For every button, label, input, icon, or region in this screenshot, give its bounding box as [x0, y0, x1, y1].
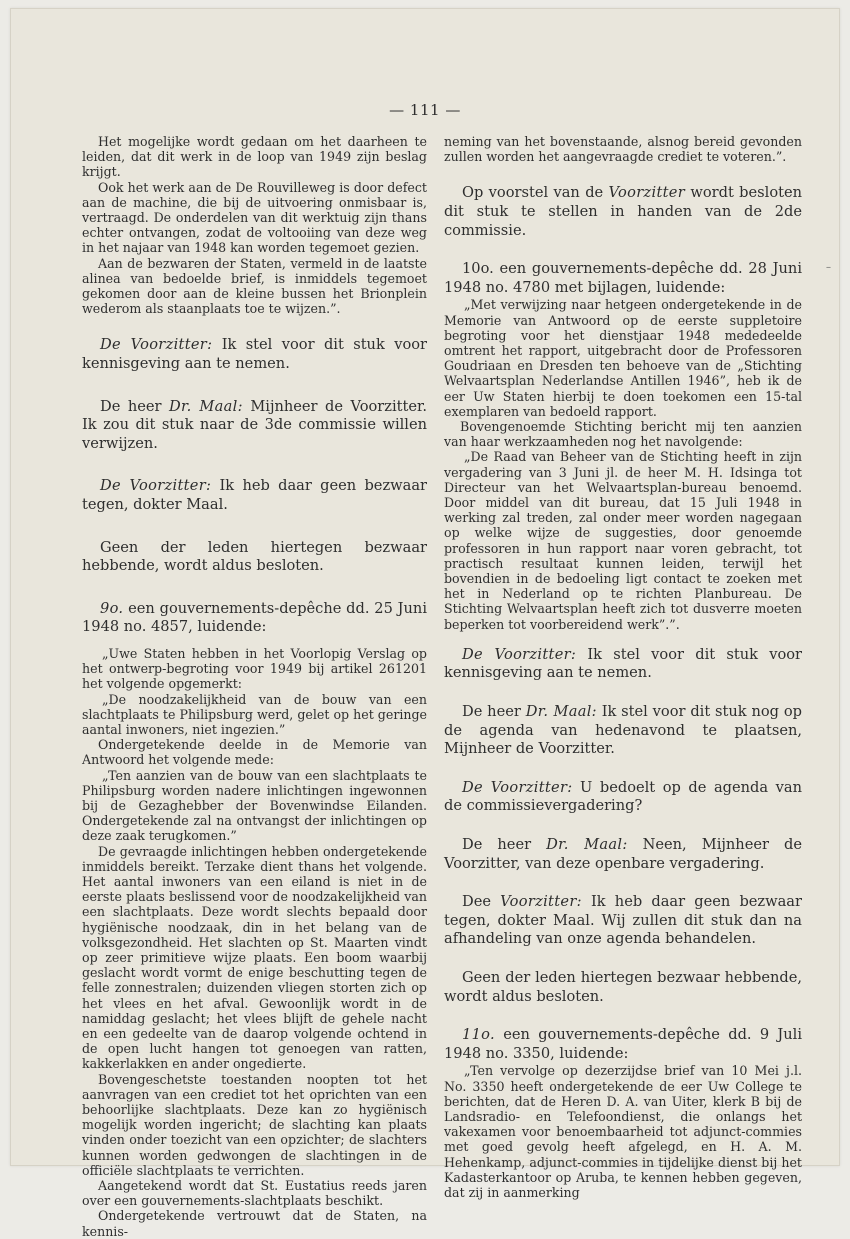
quote-paragraph: Bovengenoemde Stichting bericht mij ten aanzien van haar werkzaamheden nog het navolgende:	[444, 419, 802, 450]
speaker-name: De Voorzitter:	[462, 778, 573, 796]
page-number: — 111 —	[389, 101, 461, 119]
speaker-name: De Voorzitter:	[462, 645, 577, 663]
agenda-item-heading: 11o. een gouvernements-depêche dd. 9 Juli 1948 no. 3350, luidende:	[444, 1026, 802, 1062]
quote-paragraph: „Uwe Staten hebben in het Voorlopig Verslag op het ontwerp-begroting voor 1949 bij artikel 261201 het volgende opgemerkt:	[82, 645, 427, 692]
paragraph: Het mogelijke wordt gedaan om het daarheen te leiden, dat dit werk in de loop van 1949 zijn beslag krijgt.	[82, 134, 427, 180]
decision-paragraph: Op voorstel van de Voorzitter wordt besloten dit stuk te stellen in handen van de 2de commissie.	[444, 184, 803, 239]
agenda-item-heading: 10o. een gouvernements-depêche dd. 28 Juni 1948 no. 4780 met bijlagen, luidende:	[444, 260, 802, 296]
quote-paragraph: Bovengeschetste toestanden noopten tot het aanvragen van een crediet tot het oprichten van een behoorlijke slachtplaats. Deze kan zo hygiënisch mogelijk worden ingericht; de slachting kan plaats vinden onder toezicht van een opzichter; de slachters kunnen worden gedwongen de slachtingen in de officiële slachtplaats te verrichten.	[82, 1071, 427, 1178]
quote-paragraph: Aangetekend wordt dat St. Eustatius reeds jaren over een gouvernements-slachtplaats beschikt.	[82, 1178, 427, 1209]
paragraph: neming van het bovenstaande, alsnog bereid gevonden zullen worden het aangevraagde crediet te voteren.”.	[444, 134, 802, 165]
speaker-name: Dr. Maal:	[169, 397, 243, 415]
speaker-name: Voorzitter:	[500, 893, 582, 911]
quote-paragraph: Ondergetekende deelde in de Memorie van Antwoord het volgende mede:	[82, 737, 427, 768]
paragraph: Aan de bezwaren der Staten, vermeld in de laatste alinea van bedoelde brief, is inmiddels tegemoet gekomen door aan de kleine bussen het Brionplein wederom als staanplaats toe te wijzen.”.	[82, 255, 427, 317]
left-column	[82, 134, 427, 1239]
quote-paragraph: De gevraagde inlichtingen hebben ondergetekende inmiddels bereikt. Terzake dient thans het volgende. Het aantal inwoners van een eiland is niet in de eerste plaats beslissend voor de noodzakelijkheid van een slachtplaats. Deze wordt slechts bepaald door hygiënische noodzaak, din in het belang van de volksgezondheid. Het slachten op St. Maarten vindt op zeer primitieve wijze plaats. Een boom waarbij geslacht wordt vormt de enige beschutting tegen de felle zonnestralen; duizenden vliegen storten zich op het vlees en het afval. Gewoonlijk wordt in de namiddag geslacht; het vlees blijft de gehele nacht en een gedeelte van de daarop volgende ochtend in de open lucht hangen tot genoegen van ratten, kakkerlakken en ander ongedierte.	[82, 843, 427, 1072]
speaker-paragraph: De Voorzitter: Ik stel voor dit stuk voor kennisgeving aan te nemen.	[444, 645, 802, 682]
quote-paragraph: „Ten vervolge op dezerzijdse brief van 10 Mei j.l. No. 3350 heeft ondergetekende de eer Uw College te berichten, dat de Heren D. A. van Uiter, klerk B bij de Landsradio- en Telefoondienst, die onlangs het vakexamen voor benoembaarheid tot adjunct-commies met goed gevolg heeft afgelegd, en H. A. M. Hehenkamp, adjunct-commies in tijdelijke dienst bij het Kadasterkantoor op Aruba, te kennen hebben gegeven, dat zij in aanmerking	[444, 1063, 802, 1200]
speaker-paragraph: Dee Voorzitter: Ik heb daar geen bezwaar tegen, dokter Maal. Wij zullen dit stuk dan na afhandeling van onze agenda behandelen.	[444, 893, 802, 948]
speaker-name: De Voorzitter:	[100, 477, 212, 495]
speaker-paragraph: De Voorzitter: Ik stel voor dit stuk voor kennisgeving aan te nemen.	[82, 336, 427, 373]
quote-paragraph: Ondergetekende vertrouwt dat de Staten, na kennis-	[82, 1208, 427, 1239]
speaker-paragraph: De Voorzitter: U bedoelt op de agenda van de commissievergadering?	[444, 778, 802, 815]
speaker-paragraph: De heer Dr. Maal: Ik stel voor dit stuk nog op de agenda van hedenavond te plaatsen, Mijnheer de Voorzitter.	[444, 703, 802, 758]
quote-paragraph: „Ten aanzien van de bouw van een slachtplaats te Philipsburg worden nadere inlichtingen ingewonnen bij de Gezaghebber der Bovenwindse Eilanden. Ondergetekende zal na ontvangst der inlichtingen op deze zaak terugkomen.”	[82, 767, 427, 844]
decision-paragraph: Geen der leden hiertegen bezwaar hebbende, wordt aldus besloten.	[444, 968, 802, 1005]
paragraph: Ook het werk aan de De Rouvilleweg is door defect aan de machine, die bij de uitvoering onmisbaar is, vertraagd. De onderdelen van dit werktuig zijn thans echter ontvangen, zodat de voltooiing van deze weg in het najaar van 1948 kan worden tegemoet gezien.	[82, 179, 427, 256]
quote-paragraph: „De noodzakelijkheid van de bouw van een slachtplaats te Philipsburg werd, gelet op het geringe aantal inwoners, niet ingezien.”	[82, 691, 427, 737]
speaker-name: Voorzitter	[608, 184, 685, 202]
speaker-paragraph: De Voorzitter: Ik heb daar geen bezwaar tegen, dokter Maal.	[82, 477, 428, 513]
quote-paragraph: „De Raad van Beheer van de Stichting heeft in zijn vergadering van 3 Juni jl. de heer M. H. Idsinga tot Directeur van het Welvaartsplan-bureau benoemd. Door middel van dit bureau, dat 15 Juli 1948 in werking zal treden, zal onder meer worden nagegaan op welke wijze de suggesties, door genoemde professoren in hun rapport naar voren gebracht, tot practisch resultaat kunnen leiden, terwijl het bovendien in de bedoeling ligt contact te zoeken met het in Nederland op te richten Planbureau. De Stichting Welvaartsplan heeft zich tot dusverre moeten beperken tot voorbereidend werk”.”.	[444, 449, 802, 632]
speaker-name: Dr. Maal:	[546, 836, 628, 853]
right-column	[444, 134, 802, 1200]
speaker-paragraph: De heer Dr. Maal: Mijnheer de Voorzitter. Ik zou dit stuk naar de 3de commissie willen verwijzen.	[82, 397, 427, 452]
speaker-name: De Voorzitter:	[100, 336, 213, 354]
speaker-paragraph: De heer Dr. Maal: Neen, Mijnheer de Voorzitter, van deze openbare vergadering.	[444, 836, 802, 872]
quote-paragraph: „Met verwijzing naar hetgeen ondergetekende in de Memorie van Antwoord op de eerste suppletoire begroting voor het dienstjaar 1948 mededeelde omtrent het rapport, uitgebracht door de Professoren Goudriaan en Dresden ten behoeve van de „Stichting Welvaartsplan Nederlandse Antillen 1946”, heb ik de eer Uw Staten hierbij te doen toekomen een 15-tal exemplaren van bedoeld rapport.	[444, 297, 802, 419]
margin-mark-icon: –	[826, 262, 831, 273]
speaker-name: Dr. Maal:	[525, 703, 597, 721]
decision-paragraph: Geen der leden hiertegen bezwaar hebbende, wordt aldus besloten.	[82, 538, 427, 575]
agenda-item-heading: 9o. een gouvernements-depêche dd. 25 Juni 1948 no. 4857, luidende:	[82, 599, 427, 636]
